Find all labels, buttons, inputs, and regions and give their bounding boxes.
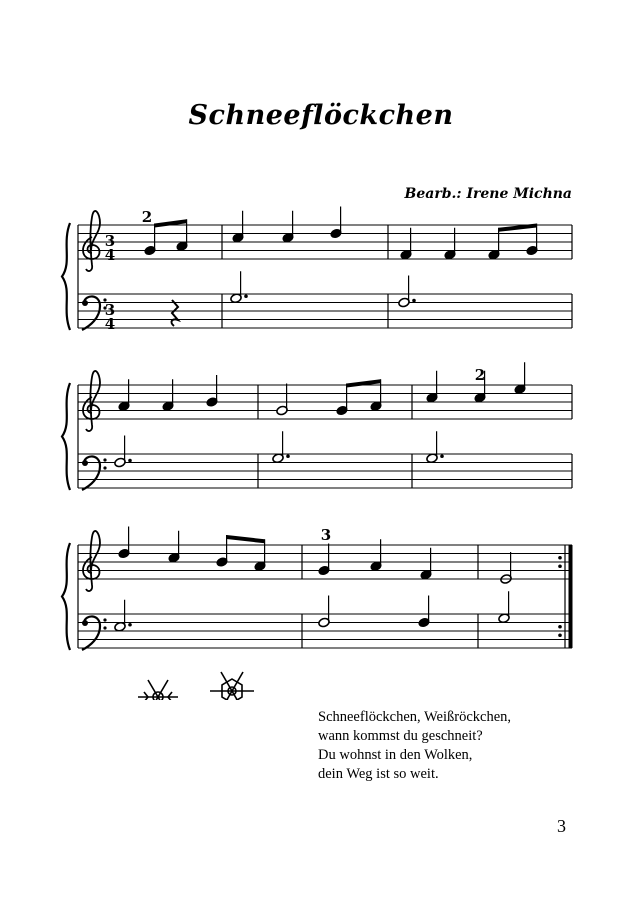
quarter-rest-icon [171, 300, 178, 326]
bass-time-denominator: 4 [104, 315, 116, 333]
snowflake-icon [138, 680, 178, 700]
song-verse [318, 708, 578, 784]
verse-line: Schneeflöckchen, Weißröckchen, [318, 709, 512, 725]
augmentation-dot [412, 299, 416, 303]
arranger-credit: Bearb.: Irene Michna [404, 186, 572, 202]
verse-line: Du wohnst in den Wolken, [318, 747, 473, 763]
eighth-beam [347, 379, 381, 387]
fingering-number: 2 [474, 366, 486, 384]
system-brace [62, 543, 70, 650]
bass-clef-icon [82, 296, 107, 330]
verse-line: wann kommst du geschneit? [318, 728, 483, 744]
snowflake-icon [210, 672, 254, 700]
augmentation-dot [128, 623, 132, 627]
repeat-dot [558, 556, 562, 560]
system-brace [62, 383, 70, 490]
augmentation-dot [128, 459, 132, 463]
augmentation-dot [244, 294, 248, 298]
system-brace [62, 223, 70, 330]
verse-line: dein Weg ist so weit. [318, 766, 439, 782]
treble-clef-icon [83, 371, 100, 431]
repeat-dot [558, 625, 562, 629]
fingering-number: 2 [141, 208, 153, 226]
bass-clef-icon [82, 616, 107, 650]
augmentation-dot [440, 454, 444, 458]
fingering-number: 3 [320, 526, 332, 544]
augmentation-dot [286, 454, 290, 458]
bass-clef-icon [82, 456, 107, 490]
repeat-dot [558, 633, 562, 637]
treble-clef-icon [83, 531, 100, 591]
treble-time-numerator: 3 [104, 232, 116, 250]
treble-clef-icon [83, 211, 100, 271]
eighth-beam [227, 535, 265, 543]
song-title: Schneeflöckchen [188, 100, 454, 131]
bass-time-numerator: 3 [104, 301, 116, 319]
treble-time-denominator: 4 [104, 246, 116, 264]
repeat-dot [558, 564, 562, 568]
page-number: 3 [557, 816, 566, 836]
eighth-beam [155, 219, 187, 227]
